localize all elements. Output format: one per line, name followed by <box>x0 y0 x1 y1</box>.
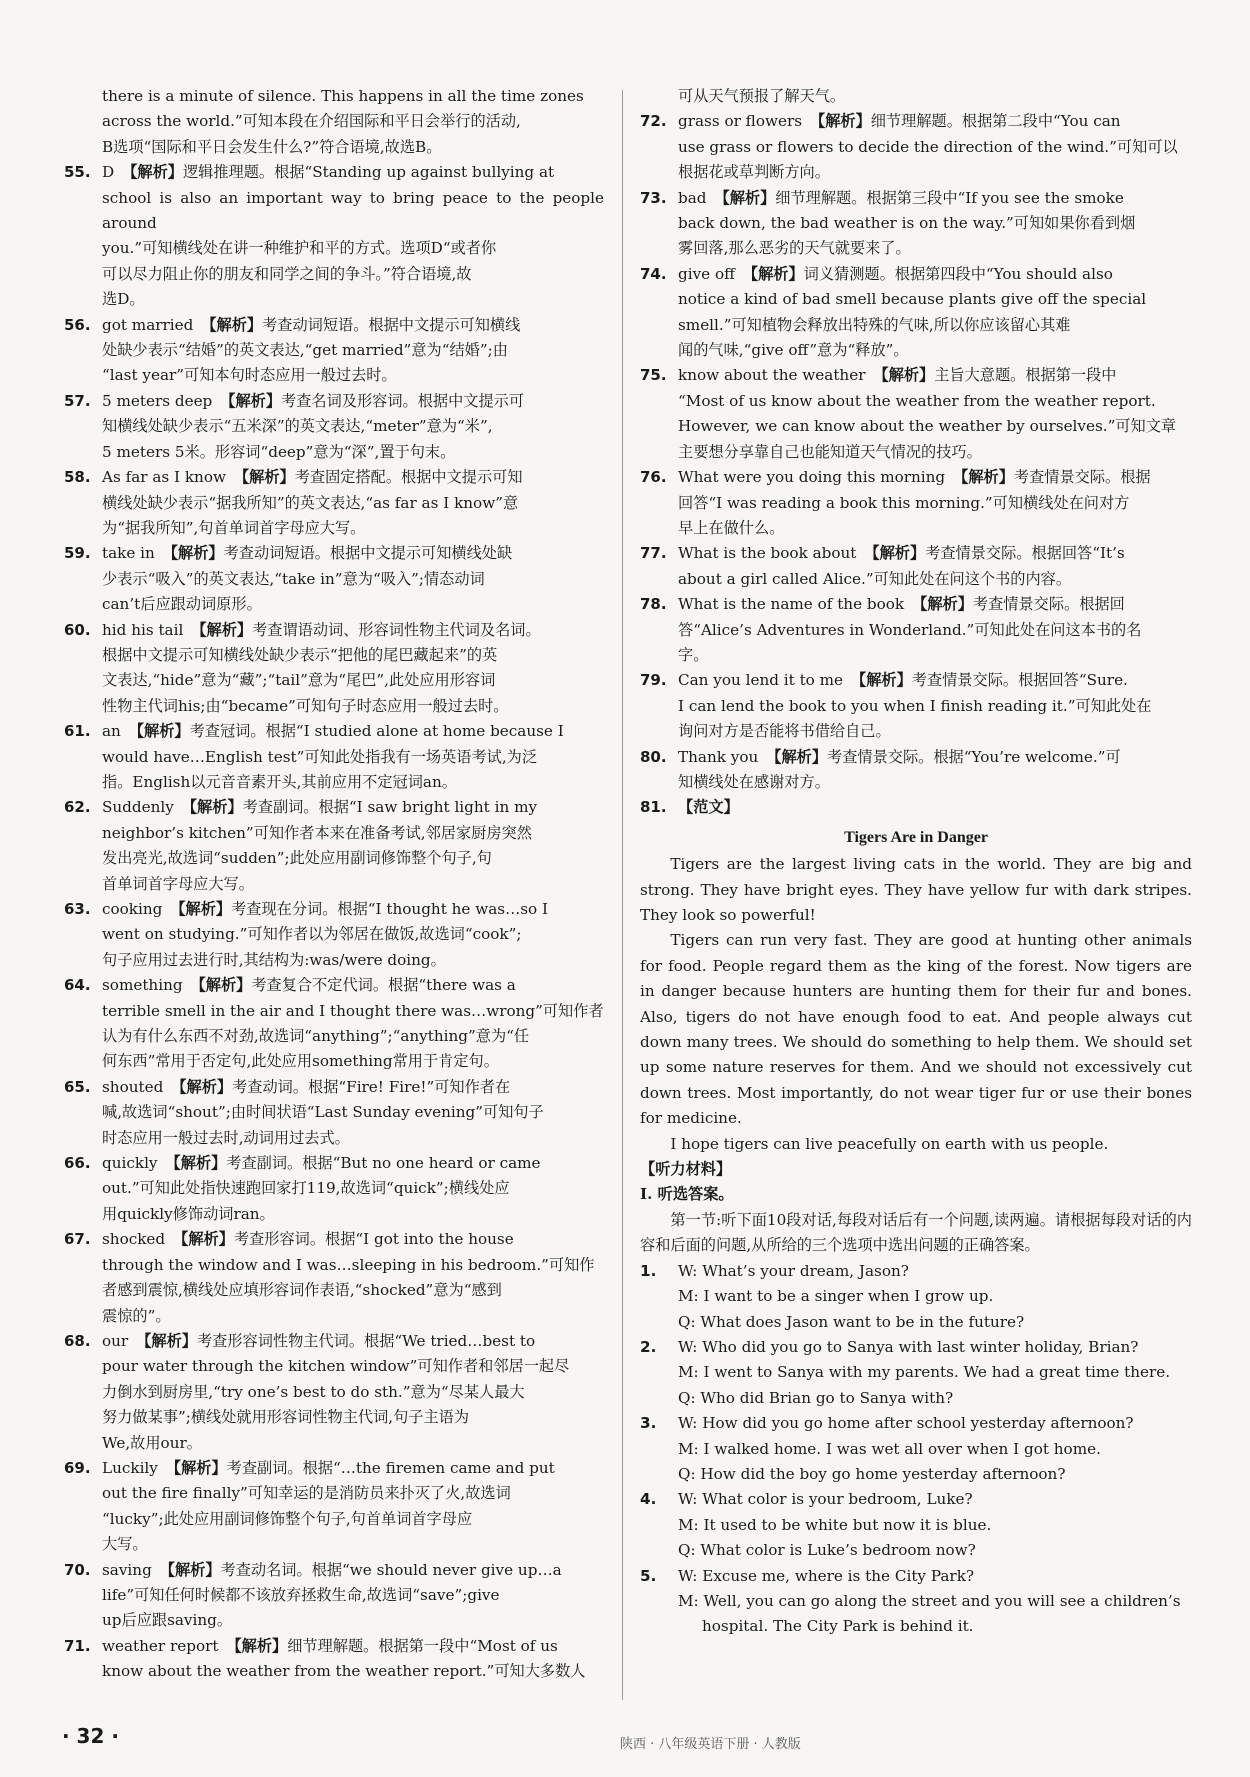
answer-item <box>64 1227 604 1329</box>
analysis-tag: 【解析】 <box>226 1636 288 1655</box>
text-line: 5 meters 5米。形容词“deep”意为“深”,置于句末。 <box>102 442 456 461</box>
text-line: there is a minute of silence. This happens in all the time zones <box>102 87 584 105</box>
answer-item <box>640 745 1192 796</box>
dialogue-line: M: Well, you can go along the street and you will see a children’s <box>678 1591 1181 1610</box>
text-line: 文表达,“hide”意为“藏”;“tail”意为“尾巴”,此处应用形容词 <box>102 671 496 690</box>
dialogue-line: hospital. The City Park is behind it. <box>702 1617 974 1636</box>
text-line: bad 【解析】细节理解题。根据第三段中“If you see the smoke <box>678 188 1124 207</box>
dialogue-number: 5. <box>640 1566 657 1585</box>
text-line: B选项“国际和平日会发生什么?”符合语境,故选B。 <box>102 137 442 156</box>
dialogue-line: Q: What color is Luke’s bedroom now? <box>678 1541 976 1560</box>
essay-paragraph: Tigers are the largest living cats in the world. They are big and strong. They have bright eyes. They have yellow fur with dark stripes. They look so powerful! <box>640 855 1192 924</box>
text-line: What is the name of the book 【解析】考查情景交际。根据回 <box>678 595 1125 614</box>
item-number: 78. <box>640 595 667 614</box>
text-line: 何东西”常用于否定句,此处应用something常用于肯定句。 <box>102 1052 499 1071</box>
text-line: hid his tail 【解析】考查谓语动词、形容词性物主代词及名词。 <box>102 620 541 639</box>
left-column <box>64 84 604 1685</box>
answer-text: grass or flowers <box>678 112 802 131</box>
text-line: 横线处缺少表示“据我所知”的英文表达,“as far as I know”意 <box>102 493 519 512</box>
analysis-tag: 【解析】 <box>714 188 776 207</box>
text-line: quickly 【解析】考查副词。根据“But no one heard or came <box>102 1154 541 1173</box>
analysis-tag: 【解析】 <box>159 1560 221 1579</box>
item-number: 55. <box>64 163 91 182</box>
text-line: weather report 【解析】细节理解题。根据第一段中“Most of us <box>102 1636 558 1655</box>
answer-text: hid his tail <box>102 620 184 639</box>
dialogue <box>640 1335 1192 1411</box>
text-line: 者感到震惊,横线处应填形容词作表语,“shocked”意为“感到 <box>102 1281 502 1300</box>
column-divider <box>622 90 623 1700</box>
text-line: What is the book about 【解析】考查情景交际。根据回答“It’s <box>678 544 1125 563</box>
footer-caption: 陕西 · 八年级英语下册 · 人教版 <box>620 1737 801 1752</box>
text-line: Suddenly 【解析】考查副词。根据“I saw bright light in my <box>102 798 538 817</box>
analysis-tag: 【解析】 <box>191 620 253 639</box>
answer-item <box>64 1075 604 1151</box>
dialogue <box>640 1411 1192 1487</box>
essay-title: Tigers Are in Danger <box>844 828 988 846</box>
item-number: 74. <box>640 264 667 283</box>
text-line: “last year”可知本句时态应用一般过去时。 <box>102 366 397 385</box>
analysis-tag: 【解析】 <box>953 468 1014 487</box>
text-line: 可以尽力阻止你的朋友和同学之间的争斗。”符合语境,故 <box>102 264 472 283</box>
item-number: 66. <box>64 1154 91 1173</box>
item-number: 60. <box>64 620 91 639</box>
text-line: 认为有什么东西不对劲,故选词“anything”;“anything”意为“任 <box>102 1027 530 1046</box>
answer-text: What were you doing this morning <box>678 468 946 487</box>
answer-text: 5 meters deep <box>102 391 213 410</box>
answer-text: an <box>102 722 121 741</box>
answer-text: shouted <box>102 1077 164 1096</box>
answer-text: Can you lend it to me <box>678 671 844 690</box>
answer-item <box>640 363 1192 465</box>
analysis-tag: 【解析】 <box>165 1458 227 1477</box>
analysis-tag: 【解析】 <box>128 722 190 741</box>
text-line: Can you lend it to me 【解析】考查情景交际。根据回答“Sure. <box>678 671 1128 690</box>
text-line: through the window and I was…sleeping in his bedroom.”可知作 <box>102 1255 595 1274</box>
continued-text <box>640 84 1192 109</box>
text-line: 选D。 <box>102 290 145 309</box>
text-line: 用quickly修饰动词ran。 <box>102 1204 275 1223</box>
text-line: cooking 【解析】考查现在分词。根据“I thought he was…so I <box>102 900 549 918</box>
item-number: 59. <box>64 544 91 563</box>
text-line: terrible smell in the air and I thought there was…wrong”可知作者 <box>102 1001 604 1020</box>
answer-item <box>640 262 1192 364</box>
answer-item <box>640 592 1192 668</box>
text-line: out.”可知此处指快速跑回家打119,故选词“quick”;横线处应 <box>102 1179 510 1198</box>
answer-item <box>64 1329 604 1456</box>
text-line: got married 【解析】考查动词短语。根据中文提示可知横线 <box>102 315 521 334</box>
item-number: 63. <box>64 900 91 918</box>
text-line: smell.”可知植物会释放出特殊的气味,所以你应该留心其难 <box>678 315 1071 334</box>
text-line: “lucky”;此处应用副词修饰整个句子,句首单词首字母应 <box>102 1509 473 1528</box>
item-number: 76. <box>640 468 667 487</box>
text-line: know about the weather from the weather report.”可知大多数人 <box>102 1662 586 1681</box>
answer-item <box>64 1634 604 1685</box>
analysis-tag: 【解析】 <box>873 366 935 385</box>
item-number: 64. <box>64 976 91 995</box>
text-line: Thank you 【解析】考查情景交际。根据“You’re welcome.”可 <box>678 747 1121 766</box>
answer-text: weather report <box>102 1636 219 1655</box>
analysis-tag: 【解析】 <box>162 544 224 563</box>
item-number: 68. <box>64 1331 91 1350</box>
text-line: However, we can know about the weather by ourselves.”可知文章 <box>678 417 1177 436</box>
item-number: 75. <box>640 366 667 385</box>
text-line: We,故用our。 <box>102 1433 202 1452</box>
answer-item <box>64 313 604 389</box>
listening-instructions: 第一节:听下面10段对话,每段对话后有一个问题,读两遍。请根据每段对话的内容和后面的问题,从所给的三个选项中选出问题的正确答案。 <box>640 1210 1192 1255</box>
text-line: something 【解析】考查复合不定代词。根据“there was a <box>102 976 516 995</box>
text-line: give off 【解析】词义猜测题。根据第四段中“You should also <box>678 264 1113 283</box>
text-line: an 【解析】考查冠词。根据“I studied alone at home because I <box>102 722 564 741</box>
text-line: 根据中文提示可知横线处缺少表示“把他的尾巴藏起来”的英 <box>102 645 498 664</box>
answer-text: saving <box>102 1560 152 1579</box>
dialogue-line: W: What’s your dream, Jason? <box>678 1261 909 1280</box>
item-number: 62. <box>64 798 91 817</box>
dialogue-line: W: What color is your bedroom, Luke? <box>678 1490 973 1509</box>
answer-text: shocked <box>102 1230 166 1249</box>
dialogue-line: Q: What does Jason want to be in the future? <box>678 1312 1025 1331</box>
text-line: 5 meters deep 【解析】考查名词及形容词。根据中文提示可 <box>102 391 525 410</box>
answer-text: Thank you <box>678 747 759 766</box>
text-line: 努力做某事”;横线处就用形容词性物主代词,句子主语为 <box>102 1408 470 1427</box>
answer-text: cooking <box>102 900 163 918</box>
answer-item <box>640 465 1192 541</box>
text-line: 知横线处在感谢对方。 <box>678 772 830 791</box>
answer-item <box>64 160 604 312</box>
text-line: 大写。 <box>102 1535 148 1554</box>
text-line: school is also an important way to bring peace to the people around <box>102 188 604 233</box>
text-line: across the world.”可知本段在介绍国际和平日会举行的活动, <box>102 112 521 131</box>
essay-paragraph: I hope tigers can live peacefully on earth with us people. <box>670 1134 1109 1153</box>
answer-item <box>640 109 1192 185</box>
dialogue-line: M: It used to be white but now it is blue. <box>678 1515 992 1534</box>
text-line: saving 【解析】考查动名词。根据“we should never give up…a <box>102 1560 562 1579</box>
text-line: went on studying.”可知作者以为邻居在做饭,故选词“cook”; <box>102 925 522 944</box>
text-line: 闻的气味,“give off”意为“释放”。 <box>678 341 909 360</box>
analysis-tag: 【解析】 <box>851 671 912 690</box>
item-number: 81. <box>640 798 667 817</box>
analysis-tag: 【解析】 <box>810 112 871 131</box>
text-line: pour water through the kitchen window”可知作者和邻居一起尽 <box>102 1357 570 1376</box>
text-line: out the fire finally”可知幸运的是消防员来扑灭了火,故选词 <box>102 1484 511 1503</box>
item-number: 69. <box>64 1458 91 1477</box>
text-line: 力倒水到厨房里,“try one’s best to do sth.”意为“尽某人最大 <box>102 1382 525 1401</box>
text-line: 性物主代词his;由“became”可知句子时态应用一般过去时。 <box>102 696 509 715</box>
text-line: D 【解析】逻辑推理题。根据“Standing up against bullying at <box>102 163 555 182</box>
text-line: would have…English test”可知此处指我有一场英语考试,为泛 <box>102 747 538 766</box>
analysis-tag: 【解析】 <box>136 1331 197 1350</box>
dialogue-number: 2. <box>640 1337 657 1356</box>
dialogue-line: M: I walked home. I was wet all over when I got home. <box>678 1439 1101 1458</box>
answer-item <box>64 719 604 795</box>
text-line: 句子应用过去进行时,其结构为:was/were doing。 <box>102 950 446 969</box>
dialogue-number: 4. <box>640 1490 657 1509</box>
analysis-tag: 【解析】 <box>190 976 252 995</box>
answer-text: know about the weather <box>678 366 866 385</box>
analysis-tag: 【解析】 <box>233 468 295 487</box>
text-line: up后应跟saving。 <box>102 1611 233 1630</box>
text-line: shocked 【解析】考查形容词。根据“I got into the house <box>102 1230 514 1249</box>
analysis-tag: 【解析】 <box>165 1154 227 1173</box>
text-line: 回答“I was reading a book this morning.”可知横线处在问对方 <box>678 493 1130 512</box>
answer-text: our <box>102 1331 129 1350</box>
answer-text: got married <box>102 315 194 334</box>
answer-text: give off <box>678 264 735 283</box>
dialogue-line: W: Excuse me, where is the City Park? <box>678 1566 975 1585</box>
text-line: 可从天气预报了解天气。 <box>678 87 846 105</box>
answer-item <box>64 389 604 465</box>
text-line: you.”可知横线处在讲一种维护和平的方式。选项D“或者你 <box>102 239 497 258</box>
answer-item <box>64 973 604 1075</box>
analysis-tag: 【解析】 <box>864 544 926 563</box>
analysis-tag: 【解析】 <box>201 315 263 334</box>
text-line: 首单词首字母应大写。 <box>102 874 254 893</box>
answer-text: something <box>102 976 183 995</box>
text-line: about a girl called Alice.”可知此处在问这个书的内容。 <box>678 569 1072 588</box>
text-line: 处缺少表示“结婚”的英文表达,“get married”意为“结婚”;由 <box>102 341 508 360</box>
text-line: What were you doing this morning 【解析】考查情景交际。根据 <box>678 468 1151 487</box>
answer-item <box>64 897 604 973</box>
text-line: 喊,故选词“shout”;由时间状语“Last Sunday evening”可知句子 <box>102 1103 544 1122</box>
answer-text: What is the book about <box>678 544 857 563</box>
text-line: know about the weather 【解析】主旨大意题。根据第一段中 <box>678 366 1117 385</box>
dialogue-line: W: Who did you go to Sanya with last winter holiday, Brian? <box>678 1337 1139 1356</box>
item-number: 56. <box>64 315 91 334</box>
analysis-tag: 【解析】 <box>742 264 804 283</box>
right-column <box>640 84 1192 1640</box>
essay-label: 【范文】 <box>678 798 739 817</box>
text-line: neighbor’s kitchen”可知作者本来在准备考试,邻居家厨房突然 <box>102 823 532 842</box>
analysis-tag: 【解析】 <box>912 595 973 614</box>
answer-item <box>64 618 604 720</box>
item-number: 65. <box>64 1077 91 1096</box>
analysis-tag: 【解析】 <box>173 1230 234 1249</box>
text-line: As far as I know 【解析】考查固定搭配。根据中文提示可知 <box>102 468 523 487</box>
text-line: 根据花或草判断方向。 <box>678 163 830 182</box>
item-number: 79. <box>640 671 667 690</box>
listening-section: Ⅰ. 听选答案。 <box>640 1185 734 1204</box>
answer-item <box>64 541 604 617</box>
answer-text: bad <box>678 188 707 207</box>
text-line: shouted 【解析】考查动词。根据“Fire! Fire!”可知作者在 <box>102 1077 511 1096</box>
analysis-tag: 【解析】 <box>122 163 183 182</box>
text-line: take in 【解析】考查动词短语。根据中文提示可知横线处缺 <box>102 544 513 563</box>
answer-text: D <box>102 163 115 182</box>
item-number: 67. <box>64 1230 91 1249</box>
text-line: 主要想分享靠自己也能知道天气情况的技巧。 <box>678 442 982 461</box>
text-line: 知横线处缺少表示“五米深”的英文表达,“meter”意为“米”, <box>102 417 493 436</box>
text-line: 雾回落,那么恶劣的天气就要来了。 <box>678 239 911 258</box>
dialogue-line: W: How did you go home after school yesterday afternoon? <box>678 1414 1134 1433</box>
answer-text: Luckily <box>102 1458 158 1477</box>
answer-item <box>640 541 1192 592</box>
text-line: life”可知任何时候都不该放弃拯救生命,故选词“save”;give <box>102 1585 500 1604</box>
answer-item <box>640 186 1192 262</box>
answer-item <box>64 795 604 897</box>
dialogue-number: 3. <box>640 1414 657 1433</box>
text-line: 发出亮光,故选词“sudden”;此处应用副词修饰整个句子,句 <box>102 849 492 868</box>
answer-item <box>64 1456 604 1558</box>
dialogue-number: 1. <box>640 1261 657 1280</box>
item-number: 71. <box>64 1636 91 1655</box>
text-line: 为“据我所知”,句首单词首字母应大写。 <box>102 518 366 537</box>
answer-text: What is the name of the book <box>678 595 905 614</box>
text-line: our 【解析】考查形容词性物主代词。根据“We tried…best to <box>102 1331 536 1350</box>
analysis-tag: 【解析】 <box>220 391 282 410</box>
text-line: use grass or flowers to decide the direction of the wind.”可知可以 <box>678 137 1178 156</box>
item-number: 72. <box>640 112 667 131</box>
item-number: 80. <box>640 747 667 766</box>
text-line: Luckily 【解析】考查副词。根据“…the firemen came and put <box>102 1458 555 1477</box>
text-line: 询问对方是否能将书借给自己。 <box>678 722 891 741</box>
text-line: I can lend the book to you when I finish reading it.”可知此处在 <box>678 696 1152 715</box>
text-line: can’t后应跟动词原形。 <box>102 595 262 614</box>
answer-item <box>64 1558 604 1634</box>
item-number: 77. <box>640 544 667 563</box>
analysis-tag: 【解析】 <box>170 900 232 918</box>
item-number: 57. <box>64 391 91 410</box>
essay-header <box>640 795 1192 820</box>
text-line: notice a kind of bad smell because plants give off the special <box>678 290 1147 309</box>
analysis-tag: 【解析】 <box>181 798 243 817</box>
text-line: 指。English以元音音素开头,其前应用不定冠词an。 <box>102 772 457 791</box>
item-number: 73. <box>640 188 667 207</box>
answer-text: take in <box>102 544 155 563</box>
dialogue <box>640 1259 1192 1335</box>
analysis-tag: 【解析】 <box>766 747 828 766</box>
answer-item <box>64 1151 604 1227</box>
page-number: · 32 · <box>62 1724 119 1748</box>
dialogue-line: M: I want to be a singer when I grow up. <box>678 1287 994 1306</box>
text-line: grass or flowers 【解析】细节理解题。根据第二段中“You can <box>678 112 1121 131</box>
dialogue-line: Q: How did the boy go home yesterday afternoon? <box>678 1464 1066 1483</box>
answer-item <box>64 465 604 541</box>
text-line: “Most of us know about the weather from the weather report. <box>678 391 1156 410</box>
text-line: back down, the bad weather is on the way.”可知如果你看到烟 <box>678 214 1136 233</box>
answer-text: Suddenly <box>102 798 174 817</box>
answer-text: As far as I know <box>102 468 226 487</box>
text-line: 时态应用一般过去时,动词用过去式。 <box>102 1128 350 1147</box>
dialogue <box>640 1564 1192 1640</box>
item-number: 70. <box>64 1560 91 1579</box>
text-line: 字。 <box>678 645 709 664</box>
text-line: 少表示“吸入”的英文表达,“take in”意为“吸入”;情态动词 <box>102 569 485 588</box>
answer-text: quickly <box>102 1154 158 1173</box>
item-number: 58. <box>64 468 91 487</box>
dialogue-line: Q: Who did Brian go to Sanya with? <box>678 1388 954 1407</box>
listening-heading: 【听力材料】 <box>640 1160 732 1179</box>
essay-paragraph: Tigers can run very fast. They are good at hunting other animals for food. People regard them as the king of the forest. Now tigers are in danger because hunters are hunting them for their fur and bones. Also, tigers do not have enough food to eat. And people always cut down many trees. We should do something to help them. We should set up some nature reserves for them. And we should not excessively cut down trees. Most importantly, do not wear tiger fur or use their bones for medicine. <box>640 931 1192 1128</box>
item-number: 61. <box>64 722 91 741</box>
answer-item <box>640 668 1192 744</box>
text-line: 答“Alice’s Adventures in Wonderland.”可知此处在问这本书的名 <box>678 620 1142 639</box>
text-line: 震惊的”。 <box>102 1306 171 1325</box>
dialogue <box>640 1487 1192 1563</box>
text-line: 早上在做什么。 <box>678 518 785 537</box>
continued-text <box>64 84 604 160</box>
analysis-tag: 【解析】 <box>171 1077 233 1096</box>
dialogue-line: M: I went to Sanya with my parents. We had a great time there. <box>678 1363 1171 1382</box>
